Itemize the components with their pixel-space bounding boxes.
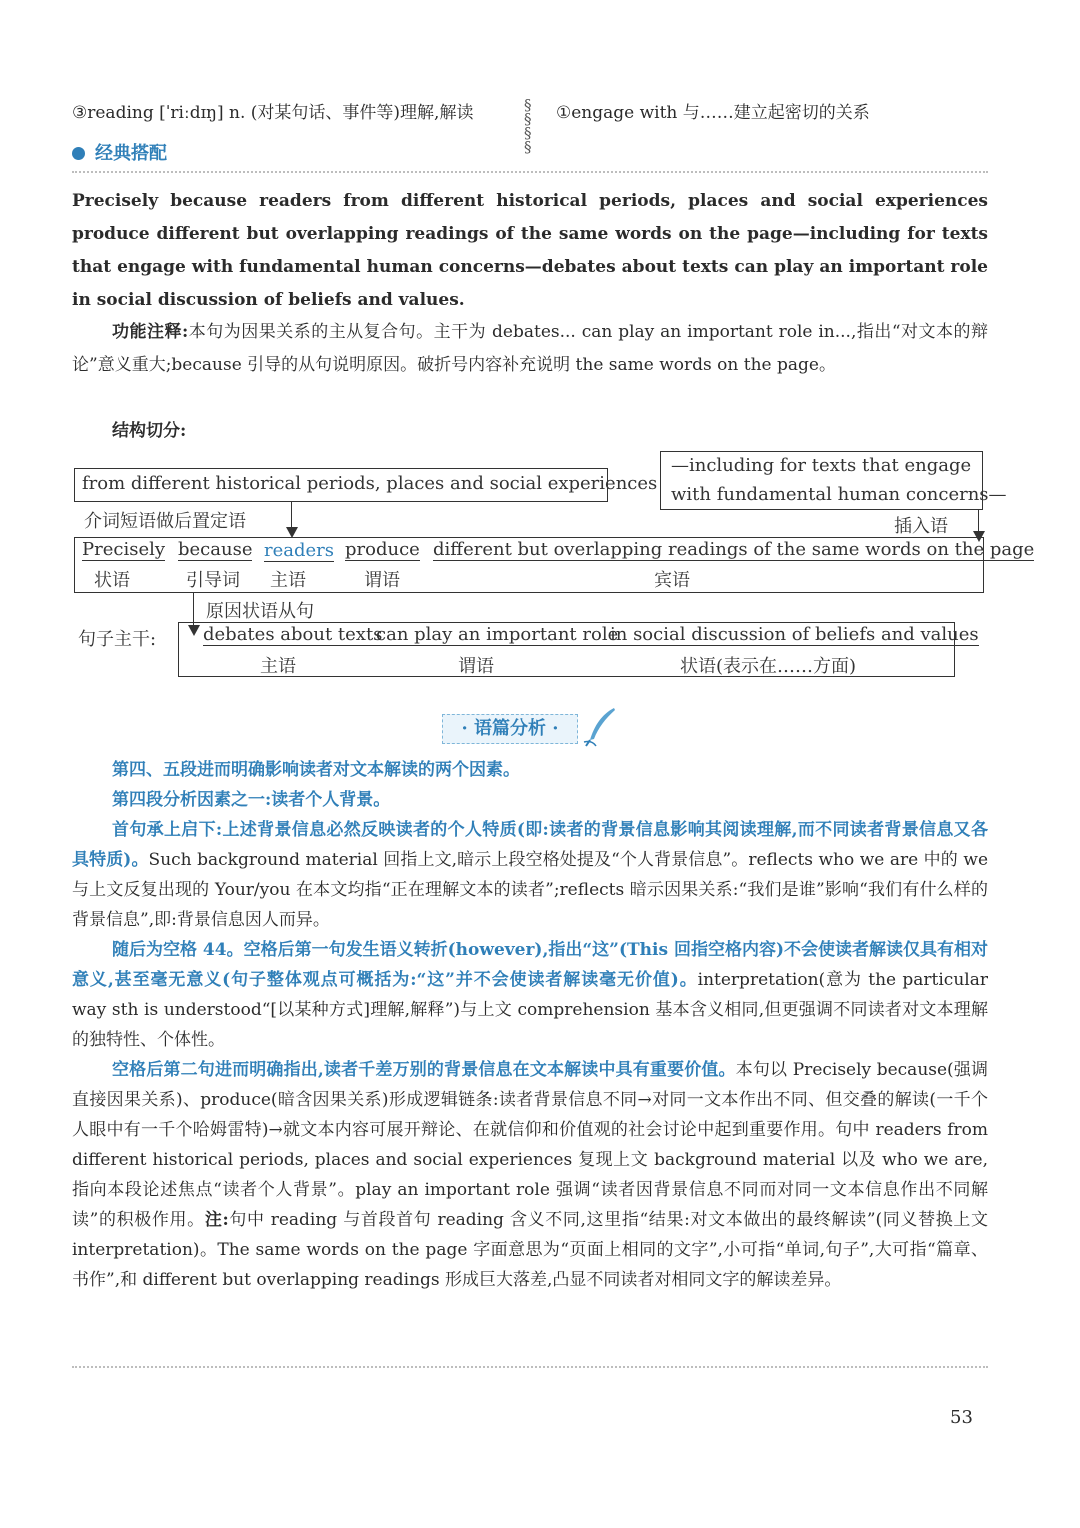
analysis-para-5 (72, 1055, 988, 1295)
main-word-subject: debates about texts (203, 624, 383, 645)
dotted-divider-bottom (72, 1366, 988, 1368)
analysis-note-label: 注: (204, 1210, 229, 1230)
wavy-divider: § § § § (524, 96, 532, 156)
main-role-adverbial: 状语(表示在……方面) (680, 656, 857, 677)
analysis-para-5-text: 本句以 Precisely because(强调直接因果关系)、produce(暗含因果关系)形成逻辑链条:读者背景信息不同→对同一文本作出不同、但交叠的解读(一千个人眼中有一千个哈姆雷特)→就文本内容可展开辩论、在就信仰和价值观的社会讨论中起到重要作用。句中 readers from different historical periods, places and social experiences 复现上文 background material 以及 who we are,指向本段论述焦点“读者个人背景”。play an important role 强调“读者因背景信息不同而对同一文本信息作出不同解读”的积极作用。 (72, 1060, 988, 1230)
analysis-para-2-text: 第四段分析因素之一:读者个人背景。 (112, 790, 391, 810)
main-role-predicate: 谓语 (458, 656, 494, 677)
arrow-line-insert (978, 510, 979, 532)
bullet-dot-icon (72, 147, 85, 160)
analysis-para-5-bold: 空格后第二句进而明确指出,读者千差万别的背景信息在文本解读中具有重要价值。 (112, 1060, 736, 1080)
main-word-adverbial: in social discussion of beliefs and values (610, 624, 979, 645)
vocab-reading: ③reading [ˈriːdɪŋ] n. (对某句话、事件等)理解,解读 (72, 103, 474, 123)
vocab-engage-with: ①engage with 与……建立起密切的关系 (556, 103, 870, 123)
key-sentence: Precisely because readers from different historical periods, places and social experiences produce different but overlapping readings of the same words on the page—including for texts that engage with fundamental human concerns—debates about texts can play an important role in social discussion of beliefs and values. (72, 191, 988, 310)
analysis-title: · 语篇分析 · (442, 714, 578, 744)
clause-word-produce: produce (345, 539, 420, 560)
prep-phrase-text: from different historical periods, places and social experiences (82, 473, 658, 494)
section-label-text: 经典搭配 (95, 143, 167, 164)
prep-phrase-role: 介词短语做后置定语 (84, 511, 246, 532)
insert-text-line1: —including for texts that engage (671, 455, 972, 476)
clause-role-predicate: 谓语 (364, 570, 400, 591)
structure-label: 结构切分: (112, 421, 187, 441)
clause-role-object: 宾语 (654, 570, 690, 591)
analysis-para-4-bold: 随后为空格 44。空格后第一句发生语义转折(however),指出“这”(This 回指空格内容)不会使读者解读仅具有相对意义,甚至毫无意义(句子整体观点可概括为:“这”并不会使读者解读毫无价值)。 (72, 940, 988, 990)
clause-role-label: 原因状语从句 (206, 601, 314, 622)
dotted-divider-top (72, 171, 988, 173)
arrow-line-clause (193, 593, 194, 625)
main-clause-label: 句子主干: (78, 629, 157, 650)
main-word-predicate: can play an important role (376, 624, 619, 645)
analysis-note-text: 句中 reading 与首段首句 reading 含义不同,这里指“结果:对文本做出的最终解读”(同义替换上文 interpretation)。The same words on the page 字面意思为“页面上相同的文字”,小可指“单词,句子”,大可指“篇章、书作”,和 different but overlapping readings 形成巨大落差,凸显不同读者对相同文字的解读差异。 (72, 1210, 988, 1290)
clause-word-object: different but overlapping readings of the same words on the page (433, 539, 1035, 560)
insert-text-line2: with fundamental human concerns— (671, 484, 1007, 505)
analysis-para-3 (72, 815, 988, 935)
clause-role-conjunction: 引导词 (186, 570, 240, 591)
analysis-para-1-text: 第四、五段进而明确影响读者对文本解读的两个因素。 (112, 760, 520, 780)
clause-word-readers: readers (264, 540, 335, 561)
clause-role-subject: 主语 (270, 570, 306, 591)
function-note-text: 本句为因果关系的主从复合句。主干为 debates... can play an important role in...,指出“对文本的辩论”意义重大;because 引导的从句说明原因。破折号内容补充说明 the same words on the page。 (72, 322, 988, 375)
clause-word-precisely: Precisely (82, 539, 166, 560)
analysis-para-4-text: interpretation(意为 the particular way sth is understood“[以某种方式]理解,解释”)与上文 comprehension 基本含义相同,但更强调不同读者对文本理解的独特性、个体性。 (72, 970, 988, 1050)
analysis-para-4 (72, 935, 988, 1055)
quill-pen-icon (582, 706, 618, 748)
insert-role: 插入语 (894, 516, 948, 537)
analysis-para-3-bold: 首句承上启下:上述背景信息必然反映读者的个人特质(即:读者的背景信息影响其阅读理解,而不同读者背景信息又各具特质)。 (72, 820, 988, 870)
analysis-para-3-text: Such background material 回指上文,暗示上段空格处提及“个人背景信息”。reflects who we are 中的 we 与上文反复出现的 Your/you 在本文均指“正在理解文本的读者”;reflects 暗示因果关系:“我们是谁”影响“我们有什么样的背景信息”,即:背景信息因人而异。 (72, 850, 989, 930)
function-note-label: 功能注释: (112, 322, 189, 342)
analysis-para-1 (72, 755, 988, 785)
arrow-line-prep (291, 502, 292, 528)
clause-word-because: because (178, 539, 253, 560)
function-note (72, 316, 988, 382)
section-label-collocation (72, 139, 167, 165)
clause-role-adverbial: 状语 (94, 570, 130, 591)
main-role-subject: 主语 (260, 656, 296, 677)
page-number: 53 (950, 1407, 973, 1428)
analysis-para-2 (72, 785, 988, 815)
